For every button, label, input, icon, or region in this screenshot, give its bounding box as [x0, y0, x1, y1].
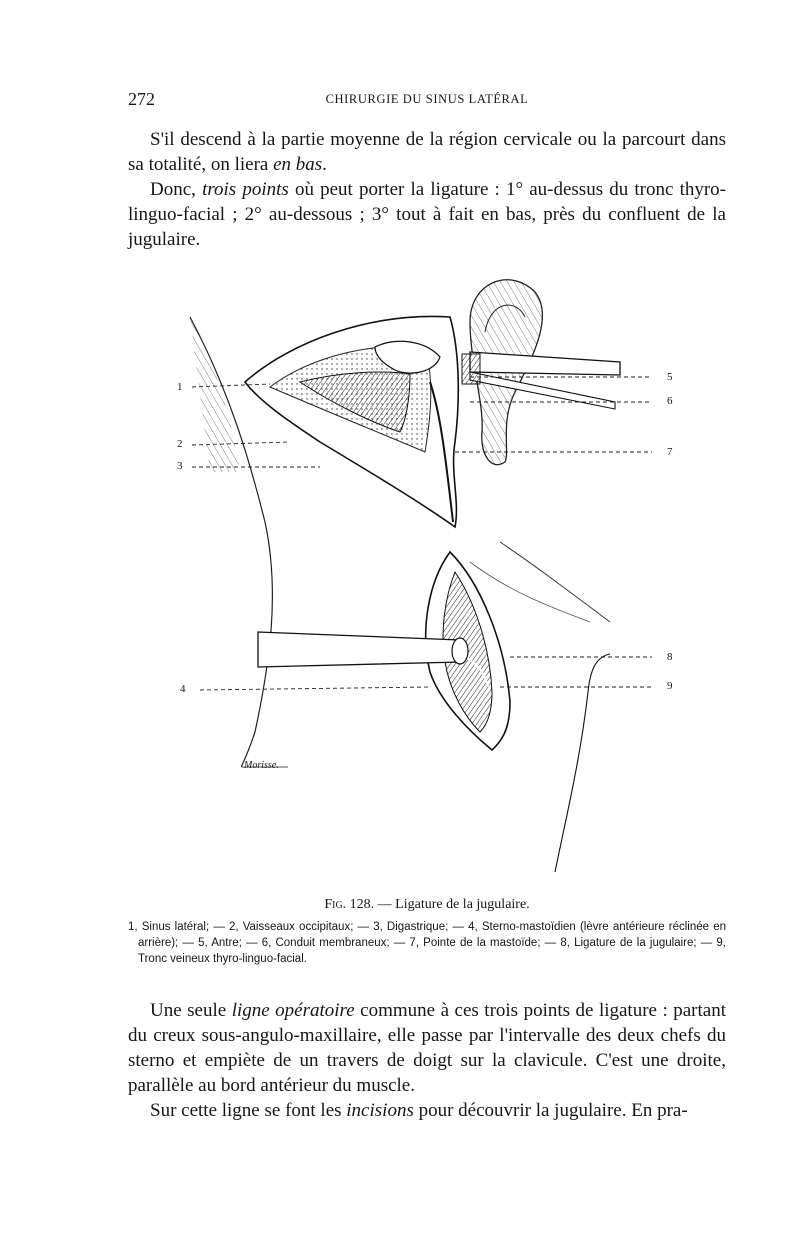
- callout-7: 7: [667, 446, 673, 458]
- paragraph-1-emphasis: en bas: [273, 154, 323, 175]
- callout-8: 8: [667, 651, 673, 663]
- page-number: 272: [128, 89, 155, 109]
- paragraph-1: [128, 127, 726, 177]
- paragraph-3-text: Une seule: [150, 1000, 232, 1021]
- paragraph-3: [128, 998, 726, 1098]
- page-header: [128, 89, 726, 111]
- jaw-shading: [190, 317, 240, 472]
- paragraph-1-text: S'il descend à la partie moyenne de la région cervicale ou la parcourt dans sa totalité, on liera: [128, 129, 726, 175]
- figure-caption: [128, 897, 726, 913]
- upper-retractor: [470, 352, 620, 375]
- figure-legend: [128, 919, 726, 967]
- callout-9: 9: [667, 680, 673, 692]
- callout-1: 1: [177, 381, 183, 393]
- anatomical-illustration: [170, 262, 690, 882]
- figure-title: — Ligature de la jugulaire.: [374, 897, 530, 912]
- figure-legend-text: 1, Sinus latéral; — 2, Vaisseaux occipitaux; — 3, Digastrique; — 4, Sterno-mastoïdien (lèvre antérieure réclinée en arrière); — 5, Antre; — 6, Conduit membraneux; — 7, Pointe de la mastoïde; — 8, Ligature de la jugulaire; — 9, Tronc veineux thyro-linguo-facial.: [128, 921, 726, 965]
- paragraph-4: [128, 1098, 726, 1123]
- paragraph-2-end: où peut porter la ligature : 1° au-dessus du tronc thyro-linguo-facial ; 2° au-dessous ; 3° tout à fait en bas, près du confluent de la jugulaire.: [128, 179, 727, 250]
- paragraph-2: [128, 177, 726, 252]
- paragraph-2-emphasis: trois points: [202, 179, 289, 200]
- callout-2: 2: [177, 438, 183, 450]
- callout-4: 4: [180, 683, 186, 695]
- engraver-signature: Morisse.: [244, 760, 279, 771]
- callout-3: 3: [177, 460, 183, 472]
- paragraph-2-text: Donc,: [150, 179, 203, 200]
- paragraph-4-emphasis: incisions: [346, 1100, 414, 1121]
- paragraph-3-emphasis: ligne opératoire: [231, 1000, 355, 1021]
- callout-6: 6: [667, 395, 673, 407]
- callout-5: 5: [667, 371, 673, 383]
- paragraph-3-end: commune à ces trois points de ligature : partant du creux sous-angulo-maxillaire, elle passe par l'intervalle des deux chefs du sterno et empiète de un travers de doigt sur la clavicule. C'est une droite, parallèle au bord antérieur du muscle.: [128, 1000, 726, 1096]
- figure-label: Fig. 128.: [324, 897, 375, 912]
- paragraph-4-end: pour découvrir la jugulaire. En pra-: [413, 1100, 688, 1121]
- paragraph-1-end: .: [322, 154, 327, 175]
- running-head: CHIRURGIE DU SINUS LATÉRAL: [325, 92, 529, 106]
- paragraph-4-text: Sur cette ligne se font les: [150, 1100, 347, 1121]
